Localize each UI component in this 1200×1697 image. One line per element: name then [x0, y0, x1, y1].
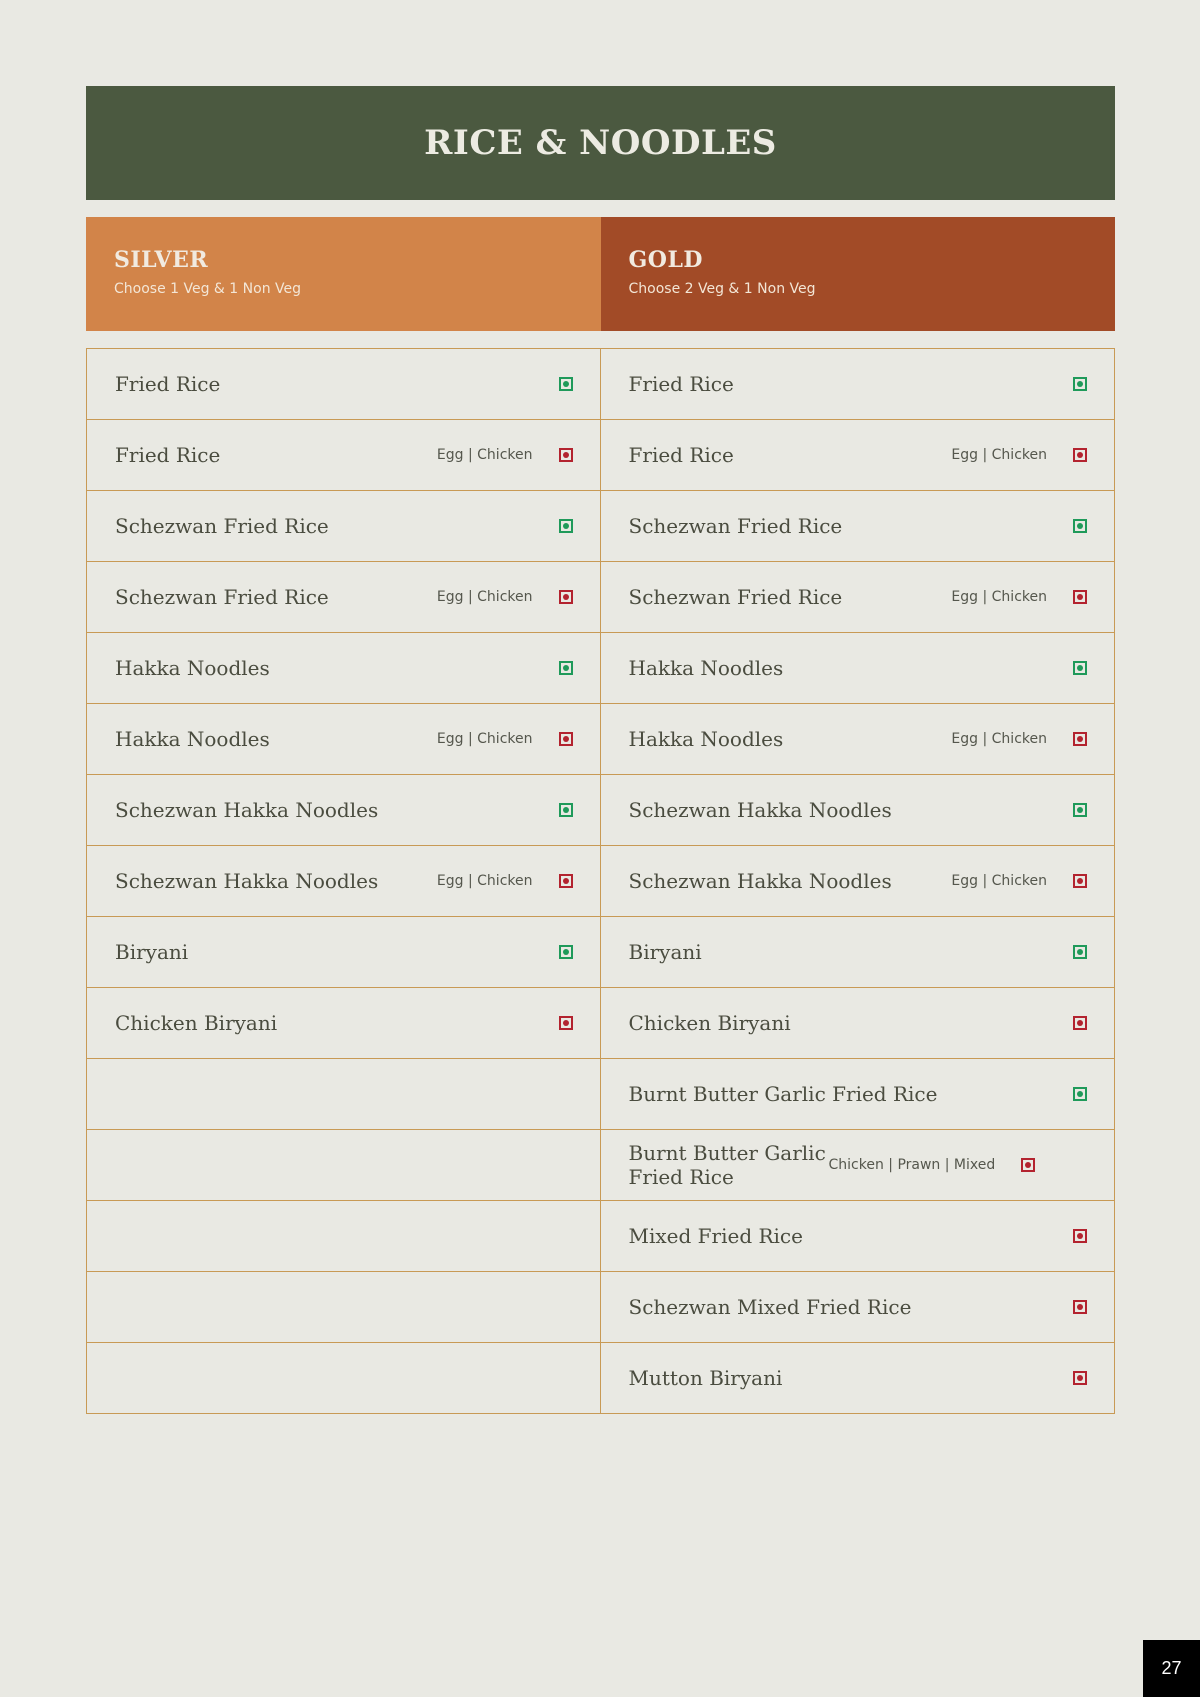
menu-item-row: [601, 703, 1115, 774]
item-name: Burnt Butter Garlic Fried Rice: [628, 1141, 826, 1189]
item-name: Hakka Noodles: [628, 656, 784, 680]
tier-gold-subtitle: Choose 2 Veg & 1 Non Veg: [628, 281, 816, 297]
menu-item-row: [87, 845, 600, 916]
non-veg-marker-icon: [1073, 732, 1087, 746]
non-veg-marker-icon: [1073, 448, 1087, 462]
veg-marker-icon: [559, 945, 573, 959]
item-name: Fried Rice: [628, 443, 734, 467]
menu-item-row: [87, 419, 600, 490]
menu-item-row: [601, 774, 1115, 845]
non-veg-marker-icon: [559, 732, 573, 746]
tier-silver-subtitle: Choose 1 Veg & 1 Non Veg: [114, 281, 302, 297]
item-variant: Egg | Chicken: [951, 447, 1047, 463]
item-name: Fried Rice: [115, 443, 221, 467]
item-name: Schezwan Hakka Noodles: [628, 798, 892, 822]
empty-row: [87, 1342, 600, 1414]
item-variant: Egg | Chicken: [436, 731, 533, 747]
veg-marker-icon: [1073, 377, 1087, 391]
veg-marker-icon: [1073, 803, 1087, 817]
non-veg-marker-icon: [1073, 1016, 1087, 1030]
item-variant: Egg | Chicken: [436, 447, 533, 463]
non-veg-marker-icon: [559, 874, 573, 888]
menu-item-row: [601, 916, 1115, 987]
veg-marker-icon: [559, 803, 573, 817]
menu-item-row: [601, 987, 1115, 1058]
tier-gold-name: GOLD: [628, 247, 703, 273]
menu-item-row: [87, 987, 600, 1058]
veg-marker-icon: [1073, 1087, 1087, 1101]
item-name: Schezwan Fried Rice: [628, 514, 843, 538]
item-name: Schezwan Fried Rice: [115, 514, 329, 538]
item-name: Burnt Butter Garlic Fried Rice: [628, 1082, 938, 1106]
non-veg-marker-icon: [1073, 590, 1087, 604]
veg-marker-icon: [1073, 661, 1087, 675]
empty-row: [87, 1129, 600, 1200]
non-veg-marker-icon: [1021, 1158, 1035, 1172]
non-veg-marker-icon: [559, 1016, 573, 1030]
menu-item-row: [87, 490, 600, 561]
non-veg-marker-icon: [1073, 1371, 1087, 1385]
non-veg-marker-icon: [559, 590, 573, 604]
tier-silver: [86, 217, 601, 331]
menu-item-row: [601, 1200, 1115, 1271]
veg-marker-icon: [559, 661, 573, 675]
menu-item-row: [601, 490, 1115, 561]
item-name: Hakka Noodles: [115, 727, 270, 751]
veg-marker-icon: [559, 377, 573, 391]
menu-item-row: [87, 774, 600, 845]
item-variant: Egg | Chicken: [951, 873, 1047, 889]
non-veg-marker-icon: [1073, 1229, 1087, 1243]
veg-marker-icon: [1073, 519, 1087, 533]
non-veg-marker-icon: [1073, 874, 1087, 888]
menu-item-row: [601, 561, 1115, 632]
silver-menu-column: [86, 348, 601, 1414]
item-name: Hakka Noodles: [628, 727, 784, 751]
menu-item-row: [601, 632, 1115, 703]
menu-item-row: [601, 419, 1115, 490]
item-variant: Egg | Chicken: [436, 589, 533, 605]
gold-menu-column: [601, 348, 1116, 1414]
tier-gold: [601, 217, 1116, 331]
menu-grid: [86, 348, 1115, 1414]
page-number: 27: [1143, 1640, 1200, 1697]
tier-silver-name: SILVER: [114, 247, 209, 273]
item-variant: Egg | Chicken: [436, 873, 533, 889]
menu-item-row: [601, 1129, 1115, 1200]
title-bar: [86, 86, 1115, 200]
menu-item-row: [87, 632, 600, 703]
item-name: Biryani: [628, 940, 702, 964]
menu-item-row: [87, 348, 600, 419]
item-name: Mixed Fried Rice: [628, 1224, 803, 1248]
empty-row: [87, 1271, 600, 1342]
menu-item-row: [601, 1058, 1115, 1129]
item-name: Fried Rice: [115, 372, 221, 396]
item-variant: Egg | Chicken: [951, 731, 1047, 747]
veg-marker-icon: [559, 519, 573, 533]
item-name: Chicken Biryani: [115, 1011, 278, 1035]
menu-item-row: [601, 348, 1115, 419]
item-name: Schezwan Hakka Noodles: [115, 869, 379, 893]
menu-item-row: [87, 561, 600, 632]
item-name: Schezwan Fried Rice: [115, 585, 329, 609]
menu-item-row: [601, 1271, 1115, 1342]
menu-item-row: [601, 845, 1115, 916]
item-name: Schezwan Hakka Noodles: [115, 798, 379, 822]
item-name: Biryani: [115, 940, 189, 964]
item-name: Mutton Biryani: [628, 1366, 783, 1390]
item-name: Fried Rice: [628, 372, 734, 396]
item-name: Schezwan Hakka Noodles: [628, 869, 892, 893]
item-name: Chicken Biryani: [628, 1011, 791, 1035]
item-name: Hakka Noodles: [115, 656, 270, 680]
menu-item-row: [87, 703, 600, 774]
item-name: Schezwan Mixed Fried Rice: [628, 1295, 912, 1319]
menu-item-row: [601, 1342, 1115, 1414]
veg-marker-icon: [1073, 945, 1087, 959]
item-variant: Chicken | Prawn | Mixed: [828, 1157, 996, 1173]
tier-header-row: [86, 217, 1115, 331]
item-name: Schezwan Fried Rice: [628, 585, 843, 609]
item-variant: Egg | Chicken: [951, 589, 1047, 605]
page-title: RICE & NOODLES: [424, 123, 777, 163]
empty-row: [87, 1058, 600, 1129]
menu-item-row: [87, 916, 600, 987]
non-veg-marker-icon: [559, 448, 573, 462]
empty-row: [87, 1200, 600, 1271]
non-veg-marker-icon: [1073, 1300, 1087, 1314]
